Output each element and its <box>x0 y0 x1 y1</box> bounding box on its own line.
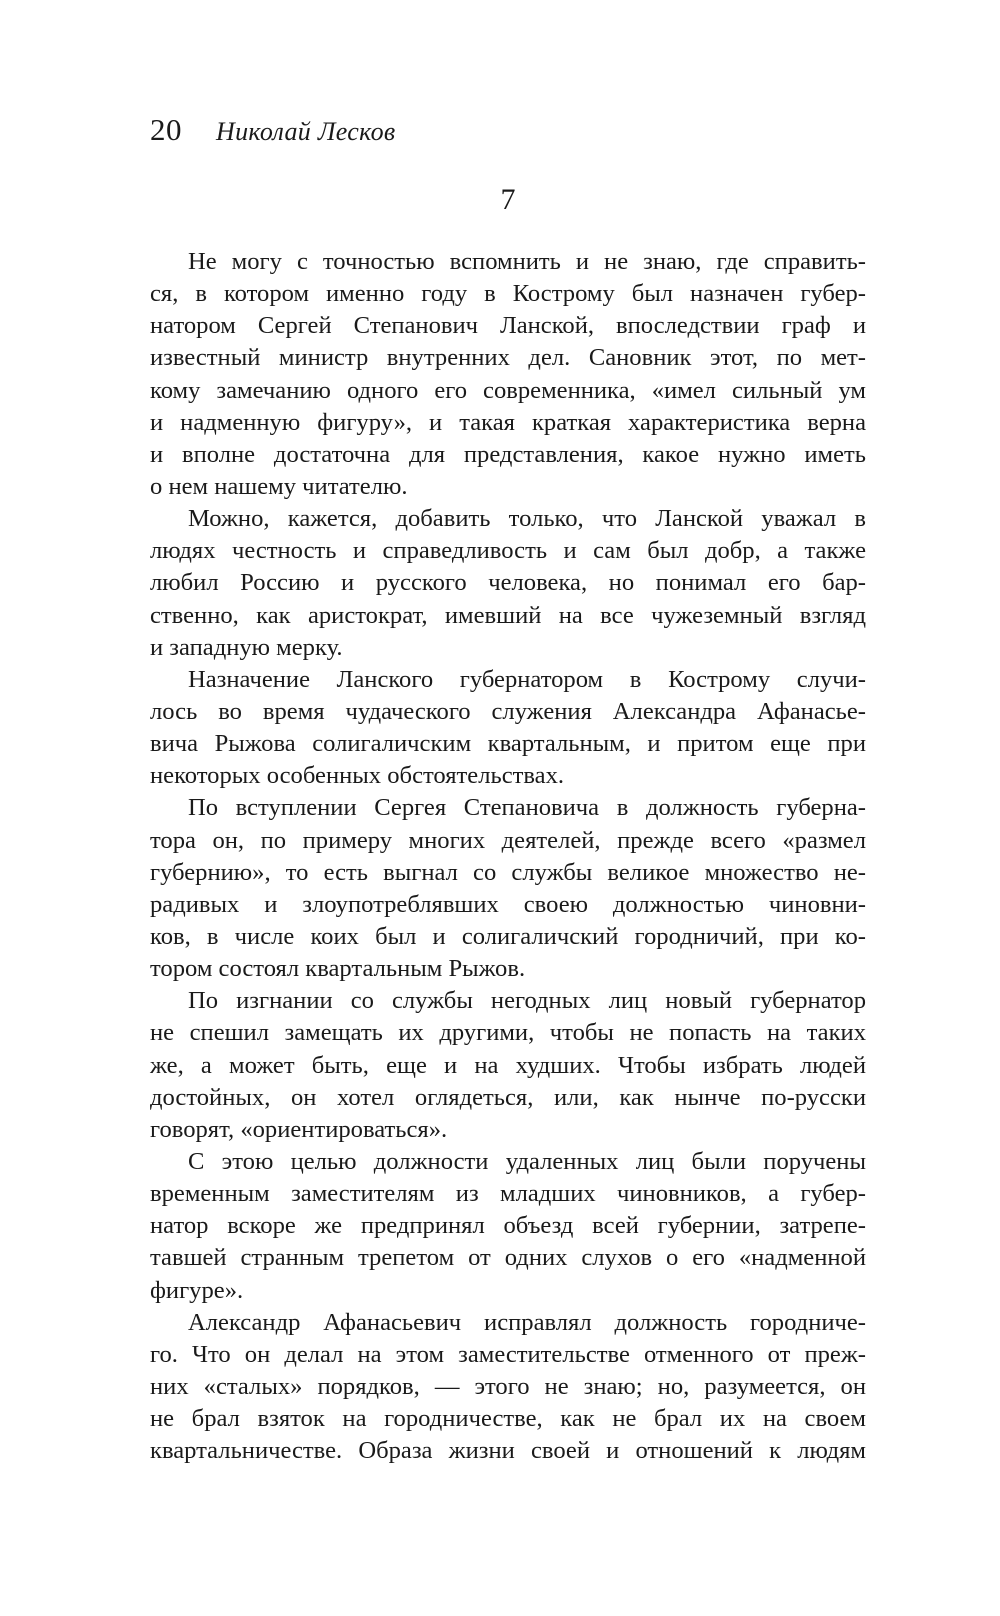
body-text <box>150 246 866 1467</box>
page-number: 20 <box>150 112 182 147</box>
text-line: и надменную фигуру», и такая краткая характеристика верна <box>150 408 866 436</box>
text-line: не брал взяток на городничестве, как не брал их на своем <box>150 1405 866 1433</box>
text-line: Александр Афанасьевич исправлял должность городниче- <box>188 1308 866 1336</box>
running-head <box>150 112 395 152</box>
text-line: временным заместителям из младших чиновников, а губер- <box>150 1180 866 1208</box>
paragraph <box>150 985 866 1146</box>
text-line: ся, в котором именно году в Кострому был назначен губер- <box>150 280 866 308</box>
text-line: Можно, кажется, добавить только, что Ланской уважал в <box>188 505 866 533</box>
paragraph <box>150 1146 866 1307</box>
text-line: го. Что он делал на этом заместительстве отменного от преж- <box>150 1340 866 1368</box>
text-line: достойных, он хотел оглядеться, или, как нынче по-русски <box>150 1083 866 1111</box>
text-line: тора он, по примеру многих деятелей, прежде всего «размел <box>150 826 866 854</box>
author-name: Николай Лесков <box>216 117 396 146</box>
text-line: С этою целью должности удаленных лиц были поручены <box>188 1147 866 1175</box>
text-line: говорят, «ориентироваться». <box>150 1115 448 1143</box>
text-line: тором состоял квартальным Рыжов. <box>150 955 526 983</box>
text-line: ков, в числе коих был и солигаличский городничий, при ко- <box>150 922 866 950</box>
text-line: По вступлении Сергея Степановича в должность губерна- <box>188 794 866 822</box>
text-line: же, а может быть, еще и на худших. Чтобы избрать людей <box>150 1051 866 1079</box>
text-line: и западную мерку. <box>150 633 343 661</box>
text-line: и вполне достаточна для представления, какое нужно иметь <box>150 440 866 468</box>
text-line: губернию», то есть выгнал со службы великое множество не- <box>150 858 866 886</box>
paragraph <box>150 1307 866 1468</box>
text-line: тавшей странным трепетом от одних слухов о его «надменной <box>150 1244 866 1272</box>
paragraph <box>150 246 866 503</box>
text-line: них «сталых» порядков, — этого не знаю; но, разумеется, он <box>150 1372 866 1400</box>
text-line: фигуре». <box>150 1276 244 1304</box>
paragraph <box>150 664 866 793</box>
text-line: вича Рыжова солигаличским квартальным, и притом еще при <box>150 730 866 758</box>
text-line: лось во время чудаческого служения Александра Афанасье- <box>150 697 866 725</box>
text-line: По изгнании со службы негодных лиц новый губернатор <box>188 987 866 1015</box>
paragraph <box>150 503 866 664</box>
text-line: натором Сергей Степанович Ланской, впоследствии граф и <box>150 312 866 340</box>
paragraph <box>150 792 866 985</box>
text-line: кому замечанию одного его современника, «имел сильный ум <box>150 376 866 404</box>
text-line: о нем нашему читателю. <box>150 472 408 500</box>
text-line: радивых и злоупотреблявших своею должностью чиновни- <box>150 890 866 918</box>
text-line: некоторых особенных обстоятельствах. <box>150 762 565 790</box>
text-line: любил Россию и русского человека, но понимал его бар- <box>150 569 866 597</box>
text-line: известный министр внутренних дел. Сановник этот, по мет- <box>150 344 866 372</box>
chapter-number: 7 <box>500 183 516 216</box>
text-line: Не могу с точностью вспомнить и не знаю, где справить- <box>188 248 866 275</box>
text-line: натор вскоре же предпринял объезд всей губернии, затрепе- <box>150 1212 866 1240</box>
text-line: квартальничестве. Образа жизни своей и отношений к людям <box>150 1437 866 1465</box>
text-line: людях честность и справедливость и сам был добр, а также <box>150 537 866 565</box>
text-line: не спешил замещать их другими, чтобы не попасть на таких <box>150 1019 866 1047</box>
text-line: Назначение Ланского губернатором в Кострому случи- <box>188 665 866 693</box>
text-line: ственно, как аристократ, имевший на все чужеземный взгляд <box>150 601 866 629</box>
